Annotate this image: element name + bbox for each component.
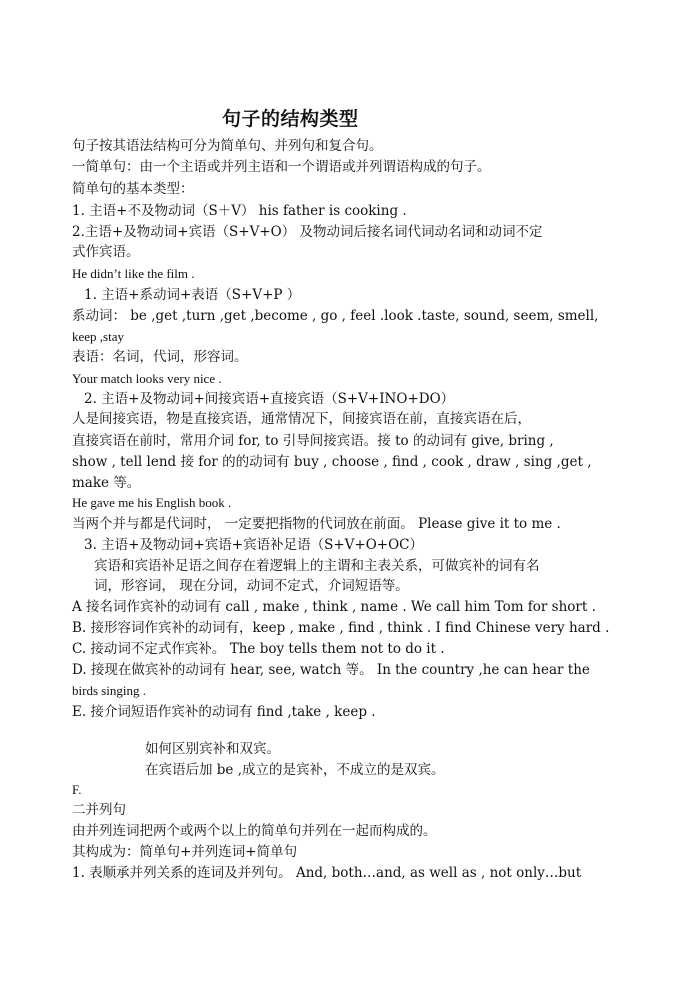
text-line: 其构成为：简单句+并列连词+简单句 bbox=[72, 844, 298, 860]
text-line: 宾语和宾语补足语之间存在着逻辑上的主谓和主表关系，可做宾补的词有名 bbox=[94, 558, 540, 574]
text-line: 如何区别宾补和双宾。 bbox=[145, 741, 280, 757]
text-line: He didn’t like the film . bbox=[72, 266, 195, 281]
text-line: A 接名词作宾补的动词有 call , make , think , name . We call him Tom for short . bbox=[72, 599, 596, 615]
text-line: 1. 表顺承并列关系的连词及并列句。 And, both…and, as well as , not only…but bbox=[72, 865, 582, 881]
text-line: make 等。 bbox=[72, 475, 141, 491]
text-line: 表语：名词，代词，形容词。 bbox=[72, 349, 248, 365]
text-line: 简单句的基本类型： bbox=[72, 181, 194, 197]
text-line: 1. 主语+系动词+表语（S+V+P ） bbox=[84, 287, 301, 303]
text-line: 词，形容词， 现在分词，动词不定式，介词短语等。 bbox=[94, 578, 409, 594]
text-line: B. 接形容词作宾补的动词有，keep , make , find , think . I find Chinese very hard . bbox=[72, 620, 610, 636]
text-line: 句子按其语法结构可分为简单句、并列句和复合句。 bbox=[72, 138, 383, 154]
text-line: 二并列句 bbox=[72, 802, 126, 818]
text-line: F. bbox=[72, 782, 82, 797]
text-line: D. 接现在做宾补的动词有 hear, see, watch 等。 In the country ,he can hear the bbox=[72, 662, 590, 678]
text-line: 系动词： be ,get ,turn ,get ,become , go , feel .look .taste, sound, seem, smell, bbox=[72, 308, 599, 324]
text-line: 1. 主语+不及物动词（S＋V） his father is cooking . bbox=[72, 203, 407, 219]
text-line: E. 接介词短语作宾补的动词有 find ,take , keep . bbox=[72, 704, 376, 720]
text-line: Your match looks very nice . bbox=[72, 371, 222, 386]
text-line: show , tell lend 接 for 的的动词有 buy , choose , find , cook , draw , sing ,get , bbox=[72, 454, 592, 470]
text-line: 由并列连词把两个或两个以上的简单句并列在一起而构成的。 bbox=[72, 823, 437, 839]
text-line: 当两个并与都是代词时， 一定要把指物的代词放在前面。 Please give it to me . bbox=[72, 516, 561, 532]
text-line: 2. 主语+及物动词+间接宾语+直接宾语（S+V+INO+DO） bbox=[84, 391, 455, 407]
text-line: 一简单句：由一个主语或并列主语和一个谓语或并列谓语构成的句子。 bbox=[72, 159, 491, 175]
text-line: keep ,stay bbox=[72, 329, 124, 344]
text-line: 直接宾语在前时，常用介词 for, to 引导间接宾语。接 to 的动词有 give, bring , bbox=[72, 433, 554, 449]
text-line: birds singing . bbox=[72, 683, 147, 698]
text-line: 人是间接宾语，物是直接宾语，通常情况下，间接宾语在前，直接宾语在后， bbox=[72, 411, 531, 427]
text-line: 式作宾语。 bbox=[72, 244, 140, 260]
text-line: C. 接动词不定式作宾补。 The boy tells them not to do it . bbox=[72, 641, 445, 657]
document-title: 句子的结构类型 bbox=[222, 108, 359, 130]
text-line: 3. 主语+及物动词+宾语+宾语补足语（S+V+O+OC） bbox=[84, 537, 424, 553]
text-line: 在宾语后加 be ,成立的是宾补，不成立的是双宾。 bbox=[145, 762, 445, 778]
text-line: He gave me his English book . bbox=[72, 495, 232, 510]
text-line: 2.主语+及物动词+宾语（S+V+O） 及物动词后接名词代词动名词和动词不定 bbox=[72, 224, 543, 240]
